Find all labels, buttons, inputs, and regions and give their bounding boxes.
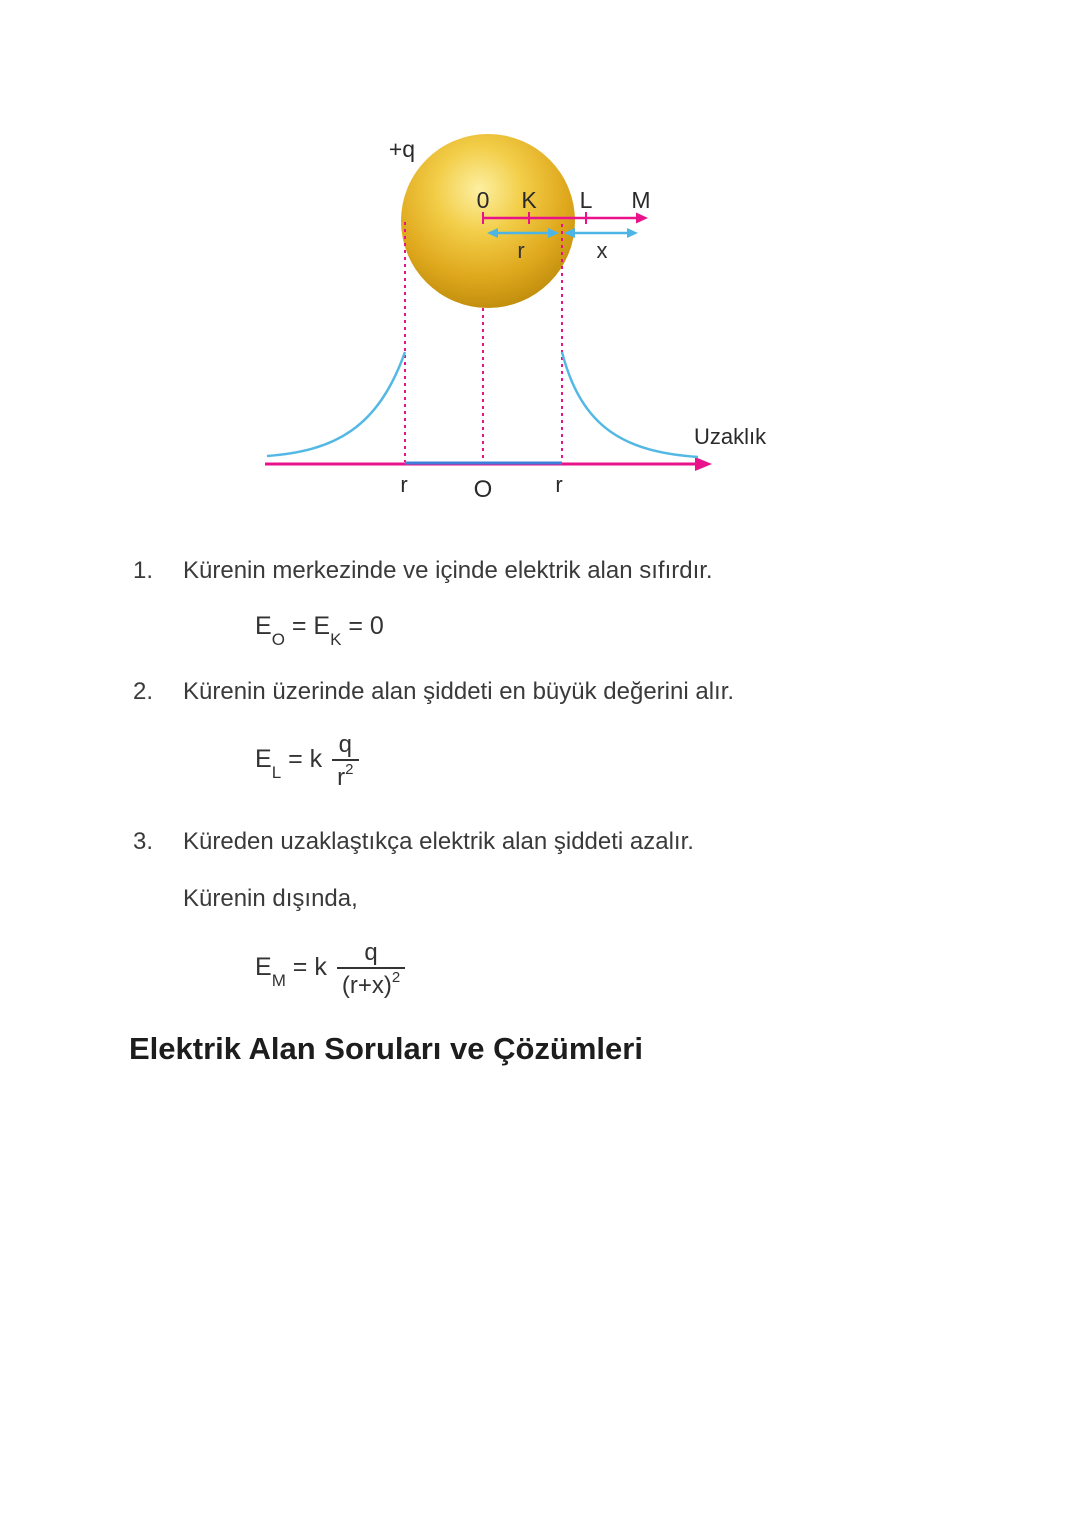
fraction-denominator: $r^2$	[332, 759, 358, 792]
fraction	[332, 731, 358, 791]
charged-sphere	[401, 134, 575, 308]
axis-tick-left-label: r	[400, 472, 408, 497]
point-label-k: K	[521, 187, 537, 213]
outside-sphere-note: Kürenin dışında,	[183, 885, 358, 913]
list-item-1	[133, 556, 1020, 586]
fraction-denominator: $(r+x)^2$	[337, 967, 405, 1000]
formula-em	[255, 939, 1020, 999]
formula-text: $E_M = k$	[255, 952, 327, 990]
distance-axis-arrowhead	[695, 457, 712, 471]
item-text: Kürenin üzerinde alan şiddeti en büyük değerini alır.	[183, 678, 735, 705]
fraction-numerator: q	[338, 731, 352, 758]
lesson-text	[0, 556, 1080, 1067]
item-number: 3.	[133, 828, 154, 856]
measure-arrowhead	[636, 213, 648, 224]
point-label-m: M	[631, 187, 651, 213]
fraction-numerator: q	[364, 939, 378, 967]
list-item-2	[133, 677, 1020, 707]
point-label-zero: 0	[476, 187, 490, 213]
fraction	[337, 939, 405, 999]
field-curve-left	[267, 352, 405, 456]
axis-tick-right-label: r	[555, 472, 563, 497]
electric-field-diagram	[0, 0, 1080, 520]
axis-tick-origin-label: O	[473, 476, 493, 503]
axis-title: Uzaklık	[694, 424, 767, 449]
formula-eo-ek	[255, 612, 1020, 649]
point-label-l: L	[579, 187, 593, 213]
item-text: Küreden uzaklaştıkça elektrik alan şiddeti azalır.	[183, 828, 694, 856]
formula-text: $E_O = E_K = 0$	[255, 612, 384, 649]
r-arrow-label: r	[517, 238, 525, 263]
item-text: Kürenin merkezinde ve içinde elektrik alan sıfırdır.	[183, 557, 713, 584]
item-number: 2.	[133, 678, 154, 705]
x-arrowhead-right	[627, 228, 638, 238]
charge-label: +q	[388, 136, 416, 162]
list-item-3	[133, 827, 1020, 857]
formula-text: $E_L = k$	[255, 744, 323, 782]
field-curve-right	[562, 352, 698, 457]
x-arrow-label: x	[596, 238, 608, 263]
section-heading: Elektrik Alan Soruları ve Çözümleri	[129, 1031, 643, 1067]
item-number: 1.	[133, 557, 154, 584]
formula-el	[255, 731, 1020, 791]
